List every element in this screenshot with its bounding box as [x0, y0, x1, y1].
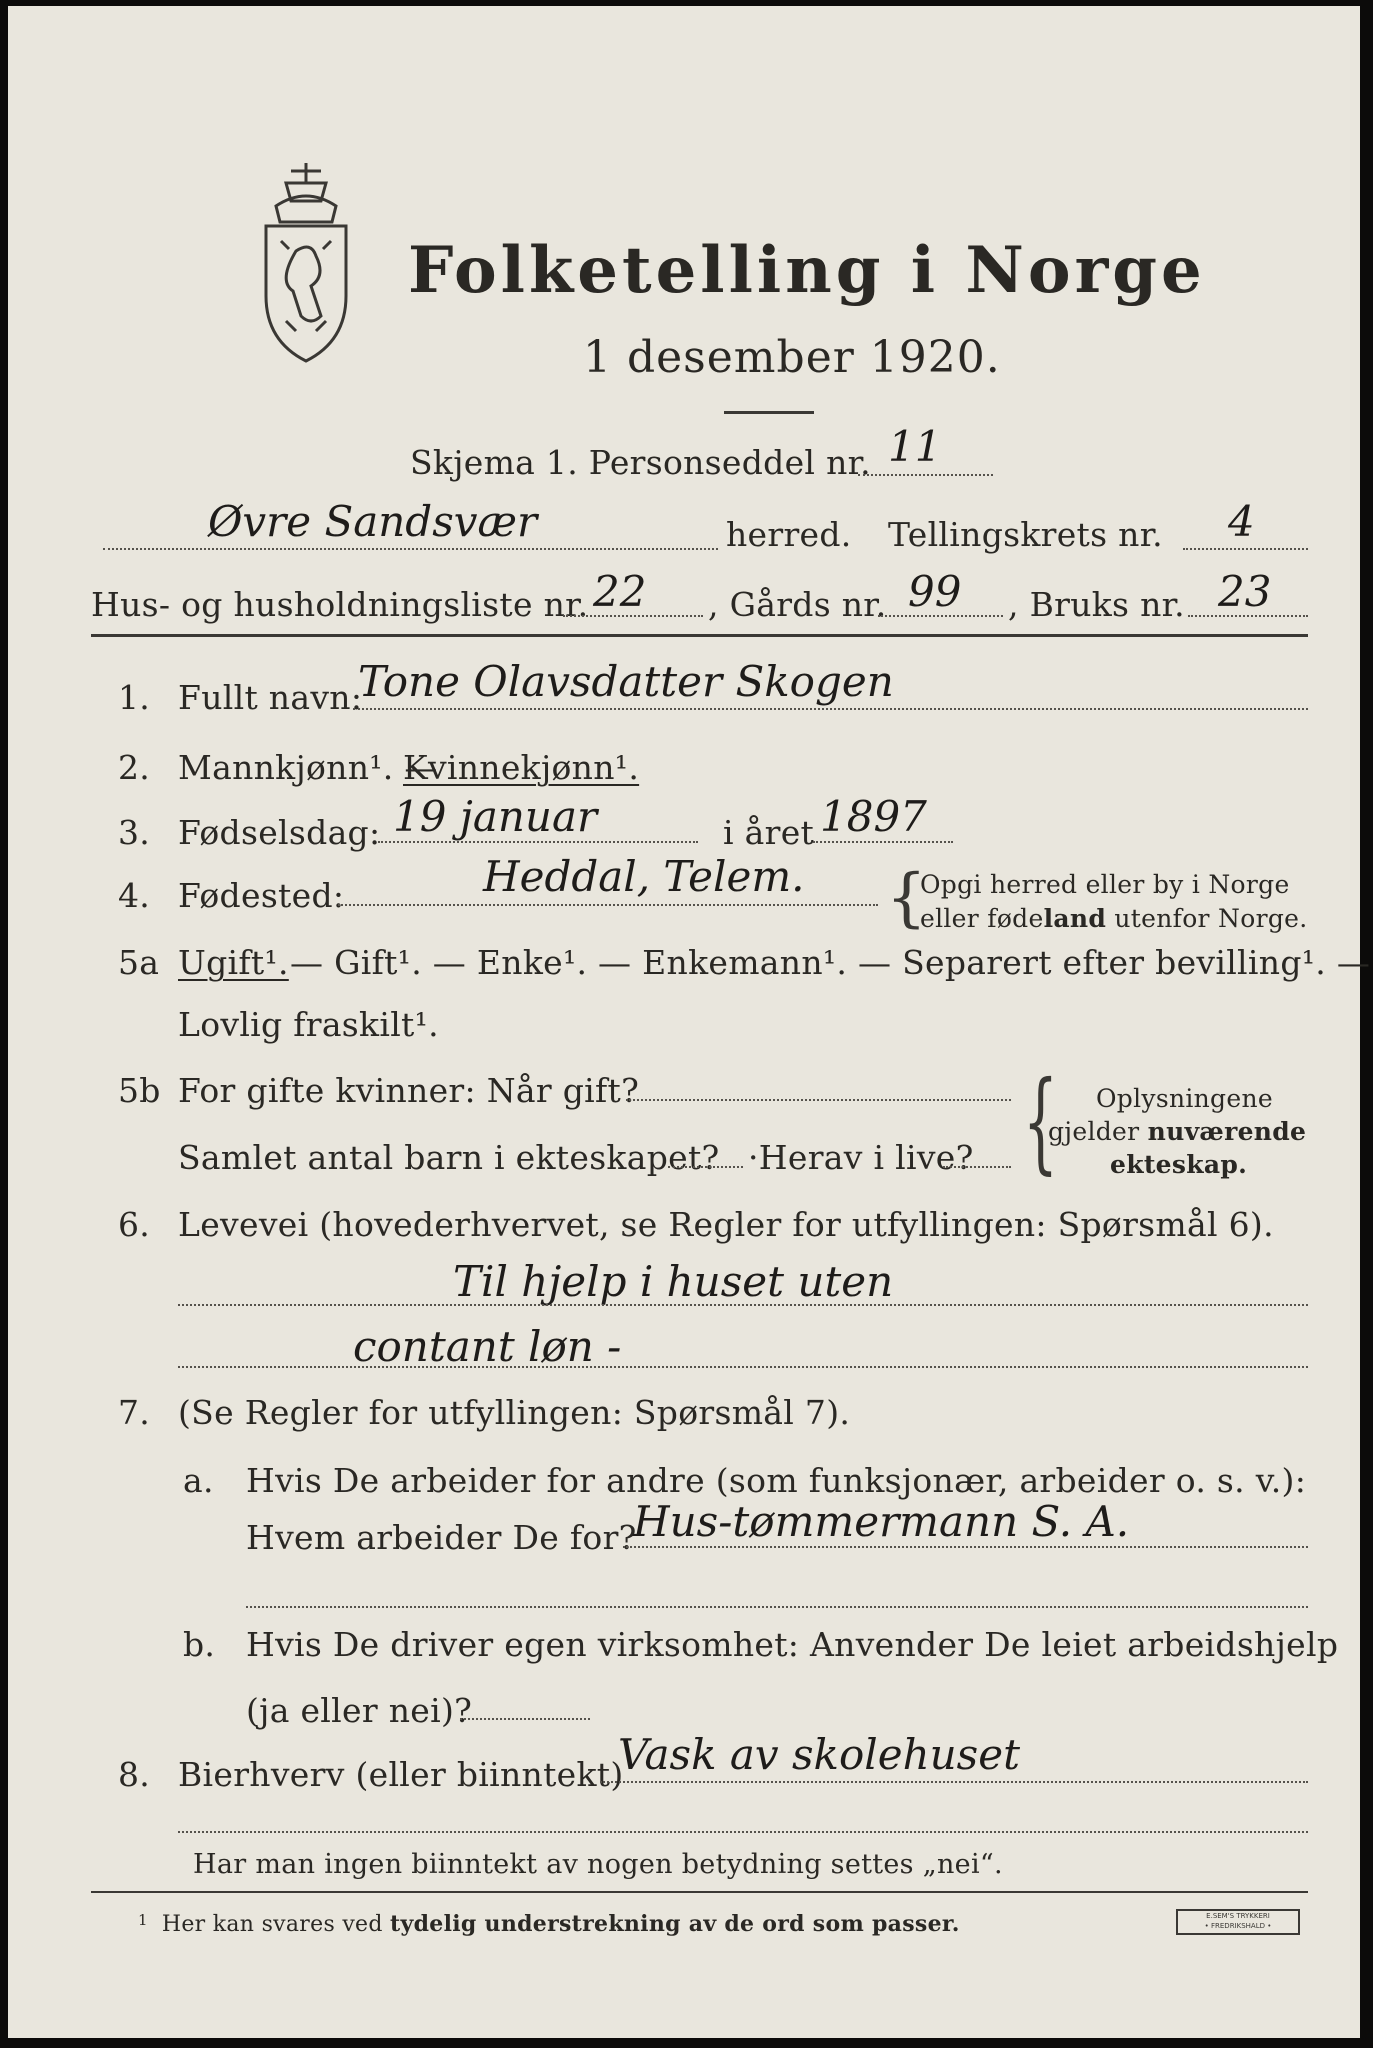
q3-label: Fødselsdag:	[178, 813, 381, 852]
q6-line-1	[178, 1304, 1308, 1306]
q6-line-2	[178, 1366, 1308, 1368]
q4-brace: {	[886, 861, 927, 935]
q5b-alive-line	[943, 1166, 1011, 1168]
q6-label: Levevei (hovederhvervet, se Regler for utfyllingen: Spørsmål 6).	[178, 1205, 1274, 1244]
q5a-divorced: Lovlig fraskilt¹.	[178, 1005, 439, 1044]
census-date: 1 desember 1920.	[583, 332, 1001, 383]
q3-number: 3.	[118, 813, 151, 852]
q7a-line-1	[623, 1546, 1308, 1548]
q2-female: Kvinnekjønn¹.	[403, 748, 640, 787]
q4-note-2: eller fødeland utenfor Norge.	[920, 904, 1308, 933]
q1-number: 1.	[118, 678, 151, 717]
q5b-when-line	[626, 1099, 1011, 1101]
husliste-label: Hus- og husholdningsliste nr.	[91, 585, 589, 624]
q7a-label: Hvis De arbeider for andre (som funksjonær, arbeider o. s. v.):	[246, 1461, 1307, 1500]
q1-label: Fullt navn:	[178, 678, 363, 717]
herred-name: Øvre Sandsvær	[208, 497, 538, 546]
gards-line	[878, 615, 1003, 617]
tellingskrets-label: Tellingskrets nr.	[888, 515, 1163, 554]
q3-year-line	[813, 841, 953, 843]
q7a-line-2	[246, 1606, 1308, 1608]
q6-answer-line-2: contant løn -	[353, 1322, 622, 1371]
husliste-line	[563, 615, 703, 617]
herred-line	[103, 548, 718, 550]
footer-note: Har man ingen biinntekt av nogen betydning settes „nei“.	[193, 1849, 1003, 1880]
bruks-label: , Bruks nr.	[1008, 585, 1185, 624]
q4-note-1: Opgi herred eller by i Norge	[920, 870, 1290, 899]
q4-label: Fødested:	[178, 876, 345, 915]
tellingskrets-line	[1183, 548, 1308, 550]
q7a-employer-label: Hvem arbeider De for?	[246, 1518, 637, 1557]
q5b-number: 5b	[118, 1071, 161, 1110]
q2-male: Mannkjønn¹. —	[178, 748, 438, 787]
q3-birthday: 19 januar	[393, 792, 598, 841]
q7a-letter: a.	[183, 1461, 214, 1500]
q1-full-name: Tone Olavsdatter Skogen	[358, 657, 894, 706]
q5a-number: 5a	[118, 943, 160, 982]
q8-label: Bierhverv (eller biinntekt)	[178, 1755, 624, 1794]
q4-number: 4.	[118, 876, 151, 915]
q7-label: (Se Regler for utfyllingen: Spørsmål 7).	[178, 1393, 851, 1432]
q7b-label: Hvis De driver egen virksomhet: Anvender De leiet arbeidshjelp	[246, 1625, 1339, 1664]
q8-number: 8.	[118, 1755, 151, 1794]
tellingskrets-number: 4	[1228, 497, 1255, 546]
q3-year: 1897	[820, 792, 927, 841]
bruks-line	[1188, 615, 1308, 617]
gards-label: , Gårds nr.	[708, 585, 887, 624]
q7b-letter: b.	[183, 1625, 216, 1664]
header-divider	[91, 634, 1308, 637]
title-divider	[724, 411, 814, 414]
printer-stamp: E.SEM'S TRYKKERI • FREDRIKSHALD •	[1176, 1909, 1300, 1935]
q1-line	[353, 708, 1308, 710]
q5b-brace: {	[1023, 1057, 1058, 1185]
q3-year-label: i året	[723, 813, 815, 852]
q8-line-1	[600, 1781, 1308, 1783]
q5b-alive: ·Herav i live?	[748, 1138, 974, 1177]
q7-number: 7.	[118, 1393, 151, 1432]
form-title: Folketelling i Norge	[408, 233, 1206, 308]
q5a-options: — Gift¹. — Enke¹. — Enkemann¹. — Separert efter bevilling¹. —	[290, 943, 1371, 982]
q8-answer: Vask av skolehuset	[618, 1730, 1020, 1779]
q5b-children: Samlet antal barn i ekteskapet?	[178, 1138, 720, 1177]
q5b-note-3: ekteskap.	[1110, 1150, 1248, 1179]
q5a-unmarried: Ugift¹.	[178, 943, 289, 982]
coat-of-arms-icon	[246, 161, 366, 371]
gards-number: 99	[908, 567, 962, 616]
q6-answer-line-1: Til hjelp i huset uten	[453, 1257, 894, 1306]
q5b-note-1: Oplysningene	[1096, 1084, 1273, 1113]
herred-label: herred.	[726, 515, 852, 554]
q7b-yes-no: (ja eller nei)?	[246, 1691, 473, 1730]
census-form	[8, 6, 1371, 2038]
q5b-children-line	[668, 1166, 743, 1168]
q3-birthday-line	[378, 841, 698, 843]
q2-number: 2.	[118, 748, 151, 787]
q8-line-2	[178, 1831, 1308, 1833]
schema-label: Skjema 1. Personseddel nr.	[410, 443, 871, 482]
personseddel-number: 11	[888, 422, 942, 471]
q5b-married-when: For gifte kvinner: Når gift?	[178, 1071, 640, 1110]
q7b-line	[460, 1718, 590, 1720]
bruks-number: 23	[1218, 567, 1272, 616]
personseddel-line	[858, 474, 993, 476]
q4-birthplace: Heddal, Telem.	[483, 852, 805, 901]
footer-divider	[91, 1891, 1308, 1893]
footnote: $^1$ Her kan svares ved tydelig understrekning av de ord som passer.	[138, 1911, 960, 1937]
husliste-number: 22	[593, 567, 647, 616]
q5b-note-2: gjelder nuværende	[1048, 1117, 1307, 1146]
q6-number: 6.	[118, 1205, 151, 1244]
q7a-employer: Hus-tømmermann S. A.	[633, 1497, 1130, 1546]
q4-line	[338, 904, 878, 906]
